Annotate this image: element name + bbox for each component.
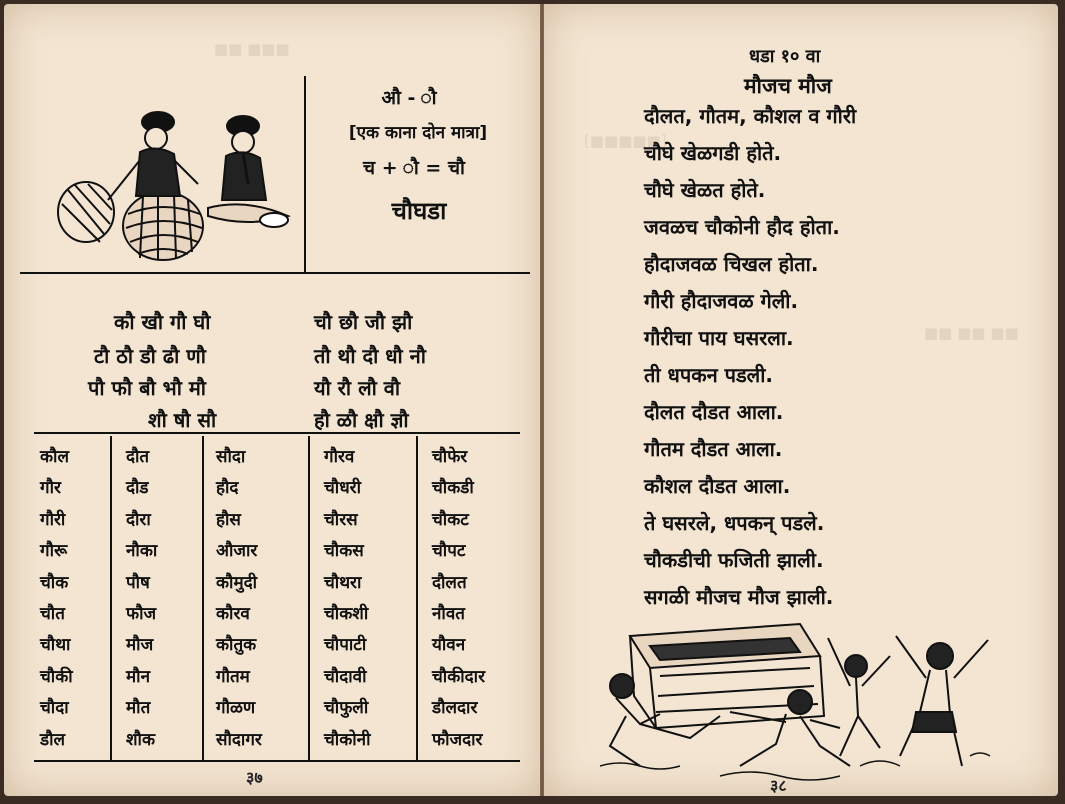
word-column-4 (324, 444, 371, 758)
word-cell: मौत (126, 698, 151, 719)
word-cell: चौफुली (324, 698, 369, 719)
letter-row-left: टौ ठौ डौ ढौ णौ (94, 344, 206, 368)
letter-row-right: यौ रौ लौ वौ (314, 376, 401, 400)
poem-line: गौतम दौडत आला. (644, 437, 783, 461)
word-cell: गौरू (40, 541, 68, 562)
poem-title: मौजच मौज (744, 74, 832, 98)
word-cell: यौवन (432, 635, 466, 656)
vowel-rule: [एक काना दोन मात्रा] (348, 123, 488, 143)
letter-row-left: शौ षौ सौ (148, 408, 217, 432)
poem-line: दौलत, गौतम, कौशल व गौरी (644, 104, 857, 128)
poem-line: चौघे खेळगडी होते. (644, 141, 782, 165)
right-page: [■■■■■] ■■ ■■ ■■ धडा १० वा मौजच मौज दौलत, गौतम, कौशल व गौरी चौघे खेळगडी होते. चौघे खेळत होते. जवळच चौकोनी हौद होता. हौदाजवळ चिखल होता. गौरी हौदाजवळ गेली. गौरीचा पाय घसरला. ती धपकन पडली. दौलत दौडत आला. गौतम दौडत आला. कौशल दौडत आला. ते घसरले, धपकन् पडले. चौकडीची फजिती झाली. सगळी मौजच मौज झाली. ३८ (544, 4, 1058, 796)
left-page: ■■ ■■■ औ - ौ [एक काना दोन मात्रा] च + ौ = चौ चौघडा कौ खौ गौ घौ चौ छौ जौ झौ टौ ठौ डौ ढौ णौ तौ थौ दौ धौ नौ पौ फौ बौ भौ मौ यौ रौ लौ वौ शौ षौ सौ हौ ळौ क्षौ ज्ञौ कौल गौर गौरी गौरू चौक चौत चौथा चौकी चौदा डौल दौत दौड दौरा नौका पौष फौज मौज मौन मौत शौक सौदा हौद हौस औजार कौमुदी कौरव कौतुक गौतम गौळण सौदागर गौरव चौधरी चौरस चौकस चौथरा चौकशी चौपाटी चौदावी चौफुली चौकोनी चौफेर चौकडी चौकट चौपट दौलत नौवत यौवन चौकीदार डौलदार फौजदार ३७ (4, 4, 540, 796)
vowel-example: च + ौ = चौ (363, 157, 465, 179)
children-playing-illustration (600, 616, 1010, 786)
page-number-left: ३७ (246, 768, 263, 787)
word-cell: चौकीदार (432, 666, 486, 687)
poem-line: कौशल दौडत आला. (644, 474, 791, 498)
letter-row-left: कौ खौ गौ घौ (114, 310, 211, 334)
word-cell: दौरा (126, 509, 151, 530)
word-column-5 (432, 444, 485, 758)
word-cell: गौतम (216, 666, 250, 687)
word-cell: चौकोनी (324, 729, 371, 750)
word-cell: गौरव (324, 447, 355, 467)
poem-text (644, 102, 856, 620)
word-cell: चौकस (324, 541, 364, 562)
word-cell: डौल (40, 729, 66, 750)
poem-line: ते घसरले, धपकन् पडले. (644, 511, 825, 535)
word-cell: शौक (126, 729, 156, 750)
poem-line: गौरीचा पाय घसरला. (644, 326, 794, 350)
word-cell: चौथा (40, 635, 71, 656)
box-vertical-divider (304, 76, 306, 272)
word-cell: सौदा (216, 447, 246, 467)
word-cell: चौत (40, 603, 65, 624)
word-cell: चौकडी (432, 478, 474, 499)
poem-line: सगळी मौजच मौज झाली. (644, 585, 834, 609)
drummers-illustration (48, 104, 298, 264)
word-cell: हौस (216, 509, 241, 530)
word-cell: चौपाटी (324, 635, 367, 656)
word-cell: चौरस (324, 509, 358, 530)
word-cell: मौन (126, 666, 151, 687)
letter-row-right: चौ छौ जौ झौ (314, 310, 413, 334)
page-number-right: ३८ (770, 776, 787, 795)
word-cell: कौरव (216, 603, 250, 624)
word-cell: कौतुक (216, 635, 257, 656)
word-cell: हौद (216, 478, 239, 499)
word-cell: कौमुदी (216, 572, 258, 593)
word-cell: पौष (126, 572, 150, 593)
word-cell: दौलत (432, 572, 467, 593)
poem-line: हौदाजवळ चिखल होता. (644, 252, 819, 276)
letter-row-right: तौ थौ दौ धौ नौ (314, 344, 426, 368)
word-cell: औजार (216, 541, 258, 562)
table-bottom-rule (34, 760, 520, 762)
word-cell: गौरी (40, 509, 66, 530)
vowel-line: औ - ौ (381, 87, 437, 109)
word-cell: चौकी (40, 666, 73, 687)
poem-line: दौलत दौडत आला. (644, 400, 784, 424)
poem-line: चौघे खेळत होते. (644, 178, 766, 202)
word-cell: दौड (126, 478, 149, 499)
word-cell: सौदागर (216, 729, 262, 750)
column-divider (416, 436, 418, 760)
word-cell: चौदा (40, 698, 69, 719)
table-top-rule (34, 432, 520, 434)
word-cell: चौफेर (432, 447, 468, 467)
word-cell: चौकट (432, 509, 469, 530)
poem-line: जवळच चौकोनी हौद होता. (644, 215, 840, 239)
word-cell: चौथरा (324, 572, 362, 593)
column-divider (202, 436, 204, 760)
word-cell: नौवत (432, 603, 465, 624)
word-cell: मौज (126, 635, 154, 656)
word-cell: चौक (40, 572, 69, 593)
word-cell: फौज (126, 603, 157, 624)
poem-line: चौकडीची फजिती झाली. (644, 548, 824, 572)
word-cell: चौपट (432, 541, 466, 562)
word-cell: गौळण (216, 698, 256, 719)
word-column-2 (126, 444, 157, 758)
keyword: चौघडा (391, 197, 447, 225)
lesson-title: धडा १० वा (749, 46, 821, 67)
word-cell: चौकशी (324, 603, 369, 624)
word-cell: चौदावी (324, 666, 367, 687)
word-cell: फौजदार (432, 729, 483, 750)
column-divider (110, 436, 112, 760)
poem-line: ती धपकन पडली. (644, 363, 774, 387)
letter-row-left: पौ फौ बौ भौ मौ (88, 376, 206, 400)
poem-line: गौरी हौदाजवळ गेली. (644, 289, 799, 313)
word-cell: चौधरी (324, 478, 362, 499)
box-bottom-rule (20, 272, 530, 274)
word-cell: नौका (126, 541, 158, 562)
word-column-3 (216, 444, 262, 758)
word-cell: गौर (40, 478, 61, 499)
word-cell: दौत (126, 447, 150, 467)
letter-row-right: हौ ळौ क्षौ ज्ञौ (314, 408, 409, 432)
word-cell: कौल (40, 447, 69, 467)
word-cell: डौलदार (432, 698, 478, 719)
word-column-1 (40, 444, 73, 758)
column-divider (308, 436, 310, 760)
